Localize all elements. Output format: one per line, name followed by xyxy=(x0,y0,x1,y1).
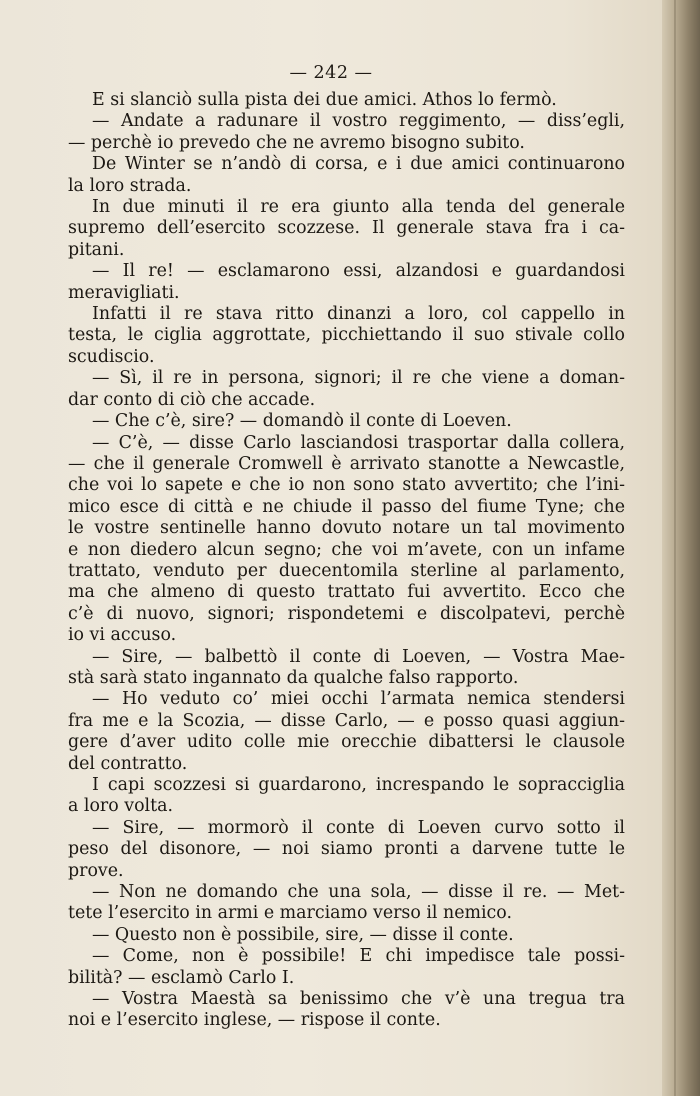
text-line: trattato, venduto per duecentomila sterline al parlamento, xyxy=(68,560,625,581)
book-gutter xyxy=(662,0,700,1096)
text-line: — Sire, — balbettò il conte di Loeven, — Vostra Mae- xyxy=(92,646,625,667)
text-line: bilità? — esclamò Carlo I. xyxy=(68,967,295,988)
text-line: ma che almeno di questo trattato fui avvertito. Ecco che xyxy=(68,582,625,603)
text-line: gere d’aver udito colle mie orecchie dibattersi le clausole xyxy=(68,732,625,753)
text-line: che voi lo sapete e che io non sono stato avvertito; che l’ini- xyxy=(68,475,625,496)
text-line: — perchè io prevedo che ne avremo bisogno subito. xyxy=(68,132,525,153)
text-line: — Come, non è possibile! E chi impedisce tale possi- xyxy=(92,946,625,967)
text-line: e non diedero alcun segno; che voi m’avete, con un infame xyxy=(68,539,625,560)
text-line: dar conto di ciò che accade. xyxy=(68,389,316,410)
text-line: — Vostra Maestà sa benissimo che v’è una tregua tra xyxy=(92,989,625,1010)
text-line: I capi scozzesi si guardarono, increspando le sopracciglia xyxy=(92,775,625,795)
text-line: — Che c’è, sire? — domandò il conte di Loeven. xyxy=(92,411,512,432)
text-line: stà sarà stato ingannato da qualche falso rapporto. xyxy=(68,667,519,688)
text-line: — C’è, — disse Carlo lasciandosi trasportar dalla collera, xyxy=(92,432,625,453)
text-line: De Winter se n’andò di corsa, e i due amici continuarono xyxy=(92,154,625,175)
text-line: peso del disonore, — noi siamo pronti a darvene tutte le xyxy=(68,839,625,860)
body-text xyxy=(68,90,625,1032)
text-line: la loro strada. xyxy=(68,175,192,196)
gutter-edge xyxy=(674,0,676,1096)
text-line: testa, le ciglia aggrottate, picchiettando il suo stivale collo xyxy=(68,325,625,346)
text-line: a loro volta. xyxy=(68,796,173,817)
text-line: — Il re! — esclamarono essi, alzandosi e guardandosi xyxy=(92,261,625,282)
text-line: — Non ne domando che una sola, — disse il re. — Met- xyxy=(92,882,625,903)
text-line: meravigliati. xyxy=(68,282,180,303)
text-line: — che il generale Cromwell è arrivato stanotte a Newcastle, xyxy=(68,453,625,474)
text-line: In due minuti il re era giunto alla tenda del generale xyxy=(92,197,625,218)
text-line: pitani. xyxy=(68,239,125,260)
text-line: E si slanciò sulla pista dei due amici. Athos lo fermò. xyxy=(92,90,557,110)
text-line: io vi accuso. xyxy=(68,625,177,646)
text-line: — Questo non è possibile, sire, — disse il conte. xyxy=(92,924,514,945)
text-line: — Sì, il re in persona, signori; il re che viene a doman- xyxy=(92,368,625,389)
text-line: mico esce di città e ne chiude il passo del fiume Tyne; che xyxy=(68,496,625,517)
text-line: del contratto. xyxy=(68,753,188,774)
text-line: prove. xyxy=(68,860,124,881)
text-line: — Ho veduto co’ miei occhi l’armata nemica stendersi xyxy=(92,689,625,710)
text-line: noi e l’esercito inglese, — rispose il conte. xyxy=(68,1010,441,1031)
text-line: c’è di nuovo, signori; rispondetemi e discolpatevi, perchè xyxy=(68,603,625,624)
text-line: tete l’esercito in armi e marciamo verso il nemico. xyxy=(68,903,512,924)
text-line: — Sire, — mormorò il conte di Loeven curvo sotto il xyxy=(92,817,625,838)
text-line: fra me e la Scozia, — disse Carlo, — e posso quasi aggiun- xyxy=(68,710,625,731)
text-line: — Andate a radunare il vostro reggimento, — diss’egli, xyxy=(92,111,625,132)
page-number: — 242 — xyxy=(289,63,373,83)
text-line: scudiscio. xyxy=(68,346,155,367)
text-line: Infatti il re stava ritto dinanzi a loro, col cappello in xyxy=(92,304,625,325)
text-line: supremo dell’esercito scozzese. Il generale stava fra i ca- xyxy=(68,218,625,239)
text-line: le vostre sentinelle hanno dovuto notare un tal movimento xyxy=(68,518,625,539)
